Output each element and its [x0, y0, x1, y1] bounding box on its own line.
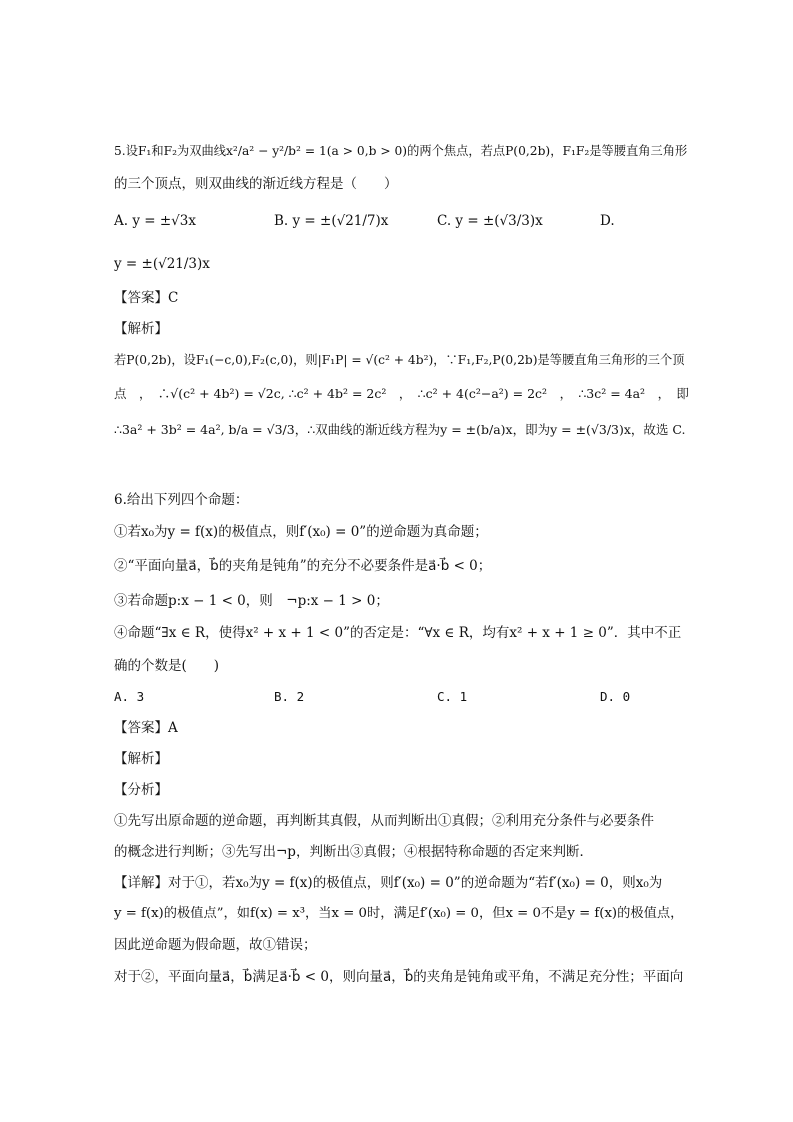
q5-answer: 【答案】C: [114, 290, 179, 306]
q5-option-d-value: y = ±(√21/3)x: [114, 256, 210, 272]
q6-option-d: D. 0: [600, 689, 631, 704]
q6-detail-line2: y = f(x)的极值点”，如f(x) = x³，当x = 0时，满足f′(x₀) = 0，但x = 0不是y = f(x)的极值点，: [114, 906, 684, 921]
q6-answer: 【答案】A: [114, 720, 178, 736]
q5-option-d: D.: [600, 213, 615, 229]
q5-stem-line2: 的三个顶点，则双曲线的渐近线方程是（ ）: [114, 176, 398, 192]
q6-option-a: A. 3: [114, 689, 145, 704]
q6-detail-line3: 因此逆命题为假命题，故①错误；: [114, 937, 317, 953]
q5-analysis-line1: 若P(0,2b)，设F₁(−c,0),F₂(c,0)，则|F₁P| = √(c² + 4b²)，∵F₁,F₂,P(0,2b)是等腰直角三角形的三个顶: [114, 353, 685, 367]
q6-fenxi-label: 【分析】: [114, 782, 168, 798]
q6-item3: ③若命题p:x − 1 < 0，则 ¬p:x − 1 > 0；: [114, 593, 389, 609]
q6-item4: ④命题“∃x ∈ R，使得x² + x + 1 < 0”的否定是：“∀x ∈ R，均有x² + x + 1 ≥ 0”．其中不正: [114, 625, 682, 641]
q5-analysis-line2: 点 ， ∴√(c² + 4b²) = √2c, ∴c² + 4b² = 2c² ， ∴c² + 4(c²−a²) = 2c² ， ∴3c² = 4a² ， 即: [114, 386, 689, 401]
q6-item1: ①若x₀为y = f(x)的极值点，则f′(x₀) = 0”的逆命题为真命题；: [114, 524, 488, 540]
q6-item2: ②“平面向量a⃗，b⃗的夹角是钝角”的充分不必要条件是a⃗·b⃗ < 0；: [114, 558, 492, 574]
q6-option-c: C. 1: [437, 689, 468, 704]
q5-option-b: B. y = ±(√21/7)x: [274, 213, 389, 229]
q6-option-b: B. 2: [274, 689, 305, 704]
q6-fenxi-line1: ①先写出原命题的逆命题，再判断其真假，从而判断出①真假；②利用充分条件与必要条件: [114, 813, 654, 829]
q5-stem-line1: 5.设F₁和F₂为双曲线x²/a² − y²/b² = 1(a > 0,b > 0)的两个焦点，若点P(0,2b)，F₁F₂是等腰直角三角形: [114, 144, 688, 158]
q5-option-a: A. y = ±√3x: [114, 213, 196, 229]
q6-analysis-label: 【解析】: [114, 751, 168, 767]
q6-stem: 6.给出下列四个命题：: [114, 492, 249, 508]
q6-item4-cont: 确的个数是( ): [114, 658, 220, 674]
q6-detail-line4: 对于②，平面向量a⃗，b⃗满足a⃗·b⃗ < 0，则向量a⃗，b⃗的夹角是钝角或平角，不满足充分性；平面向: [114, 969, 684, 985]
q5-analysis-label: 【解析】: [114, 321, 168, 337]
q5-option-c: C. y = ±(√3/3)x: [437, 213, 543, 229]
q5-analysis-line3: ∴3a² + 3b² = 4a², b/a = √3/3，∴双曲线的渐近线方程为y = ±(b/a)x，即为y = ±(√3/3)x，故选 C.: [114, 422, 686, 437]
q6-detail-line1: 【详解】对于①，若x₀为y = f(x)的极值点，则f′(x₀) = 0”的逆命题为“若f′(x₀) = 0，则x₀为: [114, 875, 663, 891]
q6-fenxi-line2: 的概念进行判断；③先写出¬p，判断出③真假；④根据特称命题的否定来判断．: [114, 844, 593, 860]
